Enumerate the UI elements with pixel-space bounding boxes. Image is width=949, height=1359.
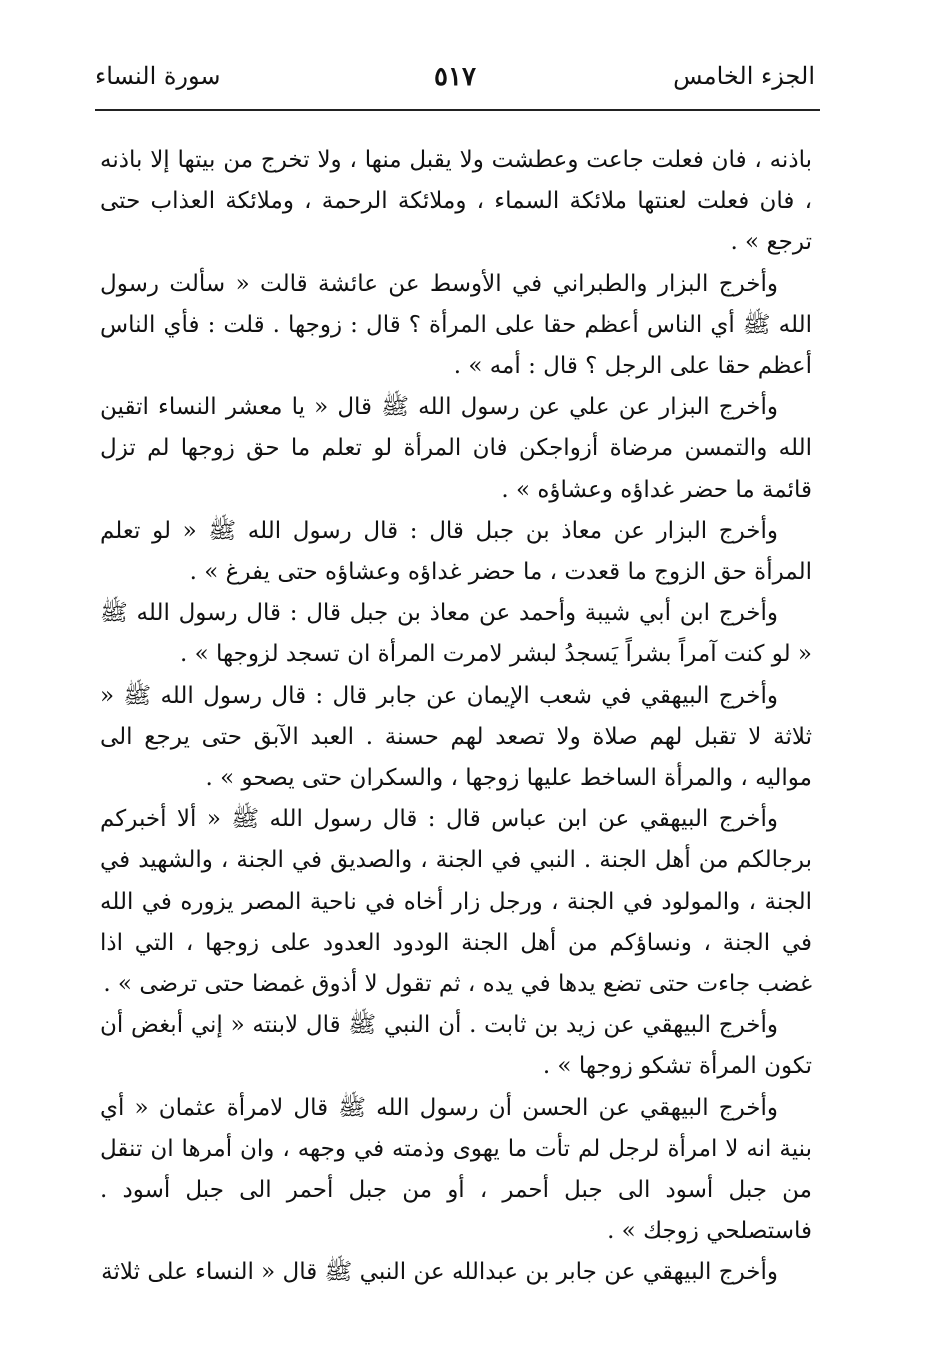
- header-divider: [95, 109, 820, 111]
- page-header: [95, 62, 815, 102]
- paragraph: وأخرج البيهقي عن الحسن أن رسول الله ﷺ قال لامرأة عثمان « أي بنية انه لا امرأة لرجل لم تأت ما يهوى وذمته في وجهه ، وان أمرها ان تنقل من جبل أسود الى جبل أحمر ، أو من جبل أحمر الى جبل أسود . فاستصلحي زوجك » .: [100, 1094, 812, 1245]
- part-title: الجزء الخامس: [673, 62, 815, 90]
- paragraph: وأخرج البزار عن معاذ بن جبل قال : قال رسول الله ﷺ « لو تعلم المرأة حق الزوج ما قعدت ، ما حضر غداؤه وعشاؤه حتى يفرغ » .: [100, 517, 812, 586]
- page-number: ٥١٧: [434, 62, 476, 92]
- paragraph: وأخرج البيهقي عن ابن عباس قال : قال رسول الله ﷺ « ألا أخبركم برجالكم من أهل الجنة . النبي في الجنة ، والصديق في الجنة ، والشهيد في الجنة ، والمولود في الجنة ، ورجل زار أخاه في ناحية المصر يزوره في الله في الجنة ، ونساؤكم من أهل الجنة الودود العدود على زوجها ، التي اذا غضب جاءت حتى تضع يدها في يده ، ثم تقول لا أذوق غمضا حتى ترضى » .: [100, 806, 812, 998]
- paragraph: باذنه ، فان فعلت جاعت وعطشت ولا يقبل منها ، ولا تخرج من بيتها إلا باذنه ، فان فعلت لعنتها ملائكة السماء ، وملائكة الرحمة ، وملائكة العذاب حتى ترجع » .: [100, 147, 812, 256]
- paragraph: وأخرج البيهقي عن جابر بن عبدالله عن النبي ﷺ قال « النساء على ثلاثة: [101, 1259, 778, 1286]
- surah-title: سورة النساء: [95, 62, 221, 90]
- paragraph: وأخرج البيهقي عن زيد بن ثابت . أن النبي ﷺ قال لابنته « إني أبغض أن تكون المرأة تشكو زوجها » .: [100, 1012, 812, 1080]
- page-body: [100, 140, 812, 1294]
- paragraph: وأخرج البزار عن علي عن رسول الله ﷺ قال « يا معشر النساء اتقين الله والتمسن مرضاة أزواجكن فان المرأة لو تعلم ما حق زوجها لم تزل قائمة ما حضر غداؤه وعشاؤه » .: [100, 394, 812, 503]
- paragraph: وأخرج البزار والطبراني في الأوسط عن عائشة قالت « سألت رسول الله ﷺ أي الناس أعظم حقا على المرأة ؟ قال : زوجها . قلت : فأي الناس أعظم حقا على الرجل ؟ قال : أمه » .: [100, 270, 812, 380]
- paragraph: وأخرج ابن أبي شيبة وأحمد عن معاذ بن جبل قال : قال رسول الله ﷺ « لو كنت آمراً بشراً يَسجدُ لبشر لامرت المرأة ان تسجد لزوجها » .: [100, 600, 812, 668]
- paragraph: وأخرج البيهقي في شعب الإيمان عن جابر قال : قال رسول الله ﷺ « ثلاثة لا تقبل لهم صلاة ولا تصعد لهم حسنة . العبد الآبق حتى يرجع الى مواليه ، والمرأة الساخط عليها زوجها ، والسكران حتى يصحو » .: [100, 682, 812, 792]
